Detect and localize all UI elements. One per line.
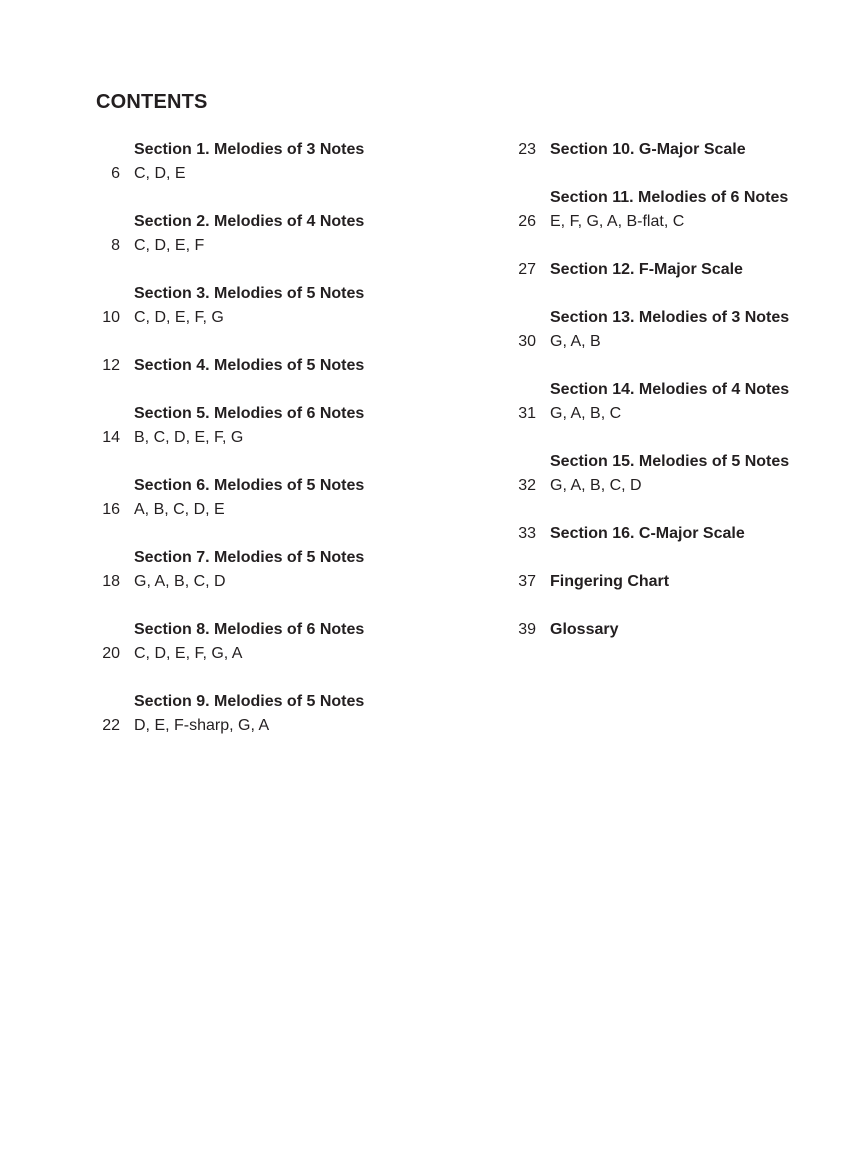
page-number-spacer: [512, 378, 536, 402]
page-number: 39: [518, 621, 536, 638]
section-title: Section 15. Melodies of 5 Notes: [550, 453, 790, 470]
page-number: 20: [102, 645, 120, 662]
page-number: 32: [518, 477, 536, 494]
page-number-spacer: [512, 186, 536, 210]
toc-entry[interactable]: [96, 282, 416, 330]
page-number: 12: [102, 357, 120, 374]
page-number-spacer: [512, 306, 536, 330]
page-number: 30: [518, 333, 536, 350]
page-number: 26: [518, 213, 536, 230]
section-notes: G, A, B: [550, 333, 601, 350]
page-number: 33: [518, 525, 536, 542]
toc-entry[interactable]: [96, 402, 416, 450]
section-title: Section 3. Melodies of 5 Notes: [134, 285, 365, 302]
section-title: Section 10. G-Major Scale: [550, 141, 746, 158]
section-notes: B, C, D, E, F, G: [134, 429, 244, 446]
section-notes: D, E, F-sharp, G, A: [134, 717, 270, 734]
page-number-spacer: [96, 618, 120, 642]
page-number: 22: [102, 717, 120, 734]
page-number: 37: [518, 573, 536, 590]
toc-entry[interactable]: [96, 138, 416, 186]
section-title: Glossary: [550, 621, 619, 638]
page-number-spacer: [96, 546, 120, 570]
section-title: Fingering Chart: [550, 573, 670, 590]
toc-entry[interactable]: [512, 618, 832, 642]
section-title: Section 9. Melodies of 5 Notes: [134, 693, 365, 710]
page-number: 8: [111, 237, 120, 254]
section-title: Section 7. Melodies of 5 Notes: [134, 549, 365, 566]
page-number-spacer: [96, 474, 120, 498]
page-number-spacer: [96, 138, 120, 162]
toc-right-column: [512, 138, 832, 666]
page-number-spacer: [96, 690, 120, 714]
section-title: Section 12. F-Major Scale: [550, 261, 743, 278]
page-number: 27: [518, 261, 536, 278]
section-notes: G, A, B, C, D: [134, 573, 226, 590]
section-notes: G, A, B, C, D: [550, 477, 642, 494]
page-number: 18: [102, 573, 120, 590]
toc-entry[interactable]: [96, 210, 416, 258]
section-title: Section 8. Melodies of 6 Notes: [134, 621, 365, 638]
toc-entry[interactable]: [512, 306, 832, 354]
page-number-spacer: [512, 450, 536, 474]
toc-entry[interactable]: [512, 186, 832, 234]
section-notes: G, A, B, C: [550, 405, 622, 422]
page-number: 14: [102, 429, 120, 446]
toc-entry[interactable]: [96, 354, 416, 378]
toc-entry[interactable]: [512, 258, 832, 282]
toc-entry[interactable]: [512, 570, 832, 594]
section-notes: E, F, G, A, B-flat, C: [550, 213, 685, 230]
section-title: Section 6. Melodies of 5 Notes: [134, 477, 365, 494]
page-number: 31: [518, 405, 536, 422]
toc-entry[interactable]: [96, 690, 416, 738]
toc-entry[interactable]: [512, 378, 832, 426]
page-number: 23: [518, 141, 536, 158]
page-number-spacer: [96, 210, 120, 234]
section-title: Section 5. Melodies of 6 Notes: [134, 405, 365, 422]
toc-entry[interactable]: [96, 546, 416, 594]
section-notes: C, D, E, F: [134, 237, 205, 254]
section-title: Section 13. Melodies of 3 Notes: [550, 309, 790, 326]
section-title: Section 16. C-Major Scale: [550, 525, 745, 542]
page-number-spacer: [96, 282, 120, 306]
page-number: 6: [111, 165, 120, 182]
section-title: Section 11. Melodies of 6 Notes: [550, 189, 789, 206]
page-number: 16: [102, 501, 120, 518]
section-title: Section 1. Melodies of 3 Notes: [134, 141, 365, 158]
toc-entry[interactable]: [512, 450, 832, 498]
toc-entry[interactable]: [96, 618, 416, 666]
page-number: 10: [102, 309, 120, 326]
toc-left-column: [96, 138, 416, 762]
page-number-spacer: [96, 402, 120, 426]
section-notes: A, B, C, D, E: [134, 501, 225, 518]
toc-entry[interactable]: [512, 138, 832, 162]
section-title: Section 14. Melodies of 4 Notes: [550, 381, 790, 398]
section-title: Section 4. Melodies of 5 Notes: [134, 357, 365, 374]
section-notes: C, D, E, F, G, A: [134, 645, 243, 662]
toc-entry[interactable]: [96, 474, 416, 522]
section-notes: C, D, E: [134, 165, 186, 182]
section-notes: C, D, E, F, G: [134, 309, 224, 326]
section-title: Section 2. Melodies of 4 Notes: [134, 213, 365, 230]
page-title: CONTENTS: [96, 91, 208, 113]
toc-entry[interactable]: [512, 522, 832, 546]
